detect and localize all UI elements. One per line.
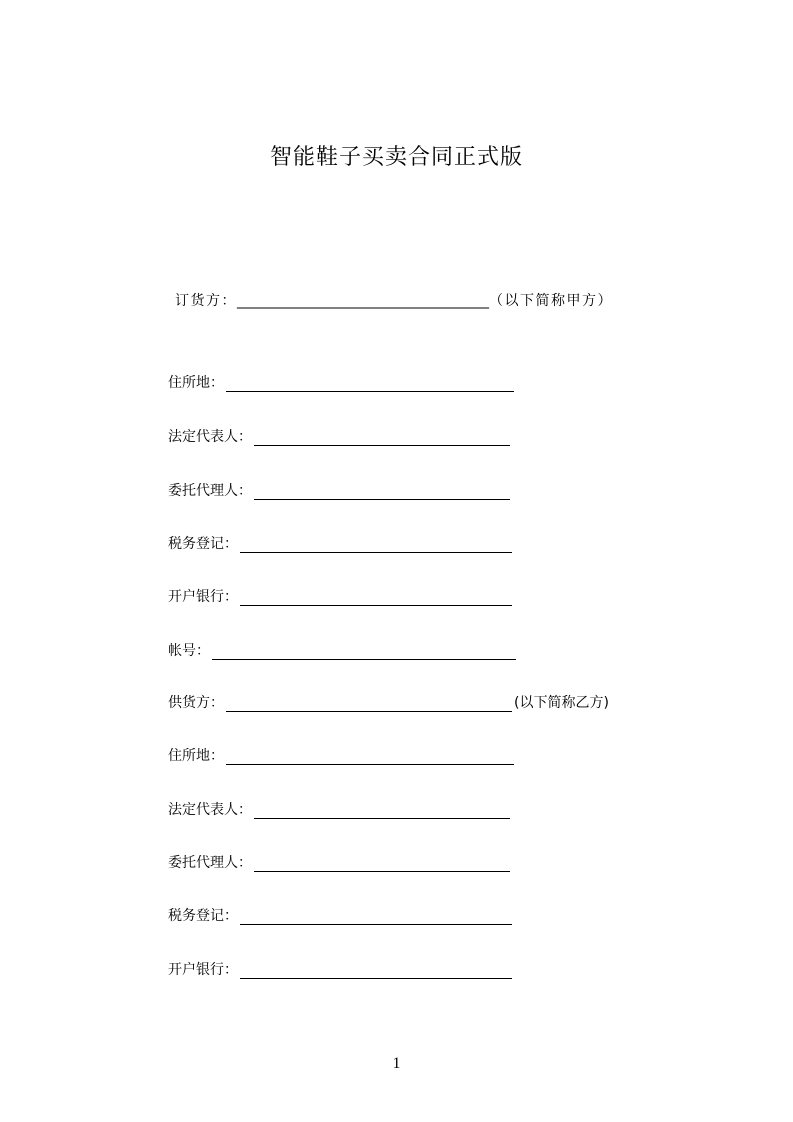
field-label: 委托代理人： bbox=[168, 483, 252, 499]
field-label: 法定代表人： bbox=[168, 802, 252, 818]
buyer-legal-rep-blank[interactable] bbox=[254, 431, 510, 446]
field-label: 委托代理人： bbox=[168, 855, 252, 871]
seller-address-blank[interactable] bbox=[226, 750, 514, 765]
seller-agent-row bbox=[168, 852, 510, 872]
buyer-address-row bbox=[168, 372, 514, 392]
buyer-label: 订货方： bbox=[175, 293, 237, 309]
seller-address-row bbox=[168, 745, 514, 765]
buyer-account-blank[interactable] bbox=[212, 645, 516, 660]
seller-legal-rep-blank[interactable] bbox=[254, 804, 510, 819]
buyer-legal-rep-row bbox=[168, 426, 510, 446]
buyer-bank-row bbox=[168, 586, 512, 606]
field-label: 开户银行： bbox=[168, 589, 238, 605]
buyer-line bbox=[175, 290, 613, 310]
field-label: 住所地： bbox=[168, 375, 224, 391]
buyer-agent-blank[interactable] bbox=[254, 485, 510, 500]
buyer-account-row bbox=[168, 640, 516, 660]
buyer-suffix: （以下简称甲方） bbox=[489, 293, 613, 309]
buyer-tax-row bbox=[168, 533, 512, 553]
buyer-blank[interactable]: ____________________________________ bbox=[237, 293, 489, 309]
seller-line bbox=[168, 692, 609, 712]
seller-legal-rep-row bbox=[168, 799, 510, 819]
field-label: 法定代表人： bbox=[168, 429, 252, 445]
seller-tax-blank[interactable] bbox=[240, 910, 512, 925]
buyer-bank-blank[interactable] bbox=[240, 591, 512, 606]
seller-blank[interactable] bbox=[226, 697, 512, 712]
field-label: 税务登记： bbox=[168, 908, 238, 924]
seller-bank-blank[interactable] bbox=[240, 964, 512, 979]
field-label: 住所地： bbox=[168, 748, 224, 764]
buyer-tax-blank[interactable] bbox=[240, 538, 512, 553]
field-label: 帐号： bbox=[168, 643, 210, 659]
seller-bank-row bbox=[168, 959, 512, 979]
seller-label: 供货方： bbox=[168, 695, 224, 711]
seller-suffix: (以下简称乙方) bbox=[514, 695, 609, 711]
seller-agent-blank[interactable] bbox=[254, 857, 510, 872]
field-label: 开户银行： bbox=[168, 962, 238, 978]
buyer-address-blank[interactable] bbox=[226, 377, 514, 392]
seller-tax-row bbox=[168, 905, 512, 925]
field-label: 税务登记： bbox=[168, 536, 238, 552]
page-number: 1 bbox=[392, 1055, 401, 1072]
buyer-agent-row bbox=[168, 480, 510, 500]
document-title: 智能鞋子买卖合同正式版 bbox=[269, 145, 523, 170]
